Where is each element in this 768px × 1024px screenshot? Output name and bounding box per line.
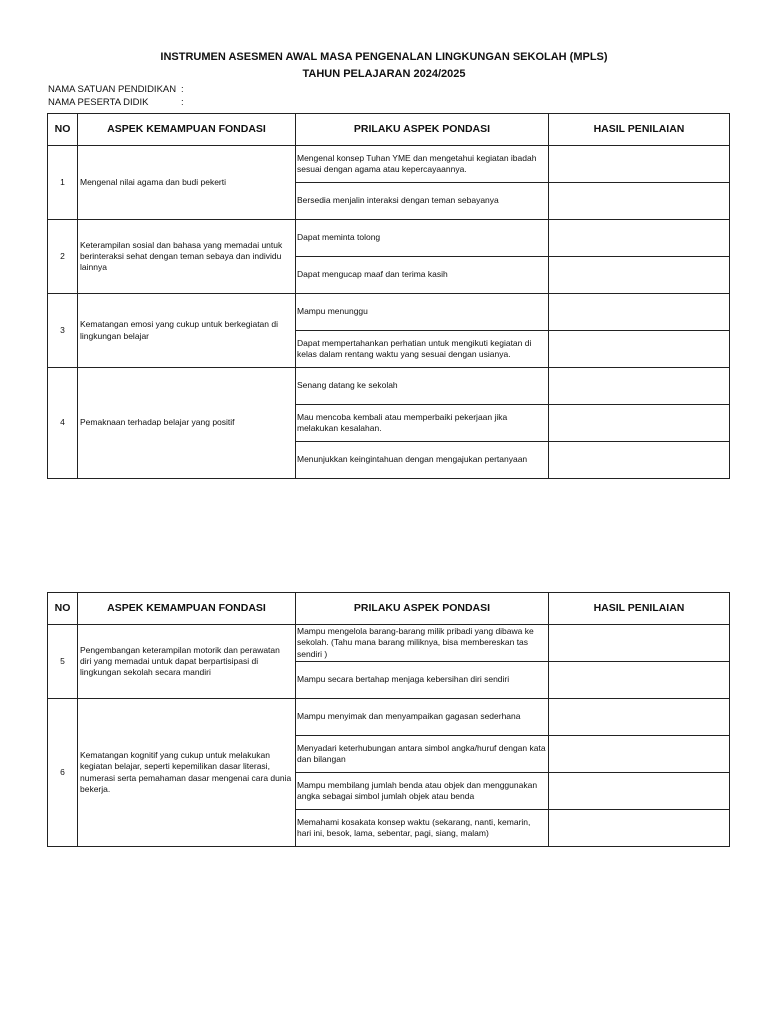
behavior-cell: Mengenal konsep Tuhan YME dan mengetahui kegiatan ibadah sesuai dengan agama atau kepercayaannya. [296, 146, 549, 183]
table-header-row [48, 593, 730, 625]
behavior-cell: Mau mencoba kembali atau memperbaiki pekerjaan jika melakukan kesalahan. [296, 405, 549, 442]
row-number: 4 [48, 368, 78, 479]
assessment-table-2 [47, 592, 730, 847]
result-cell[interactable] [549, 736, 730, 773]
result-cell[interactable] [549, 662, 730, 699]
row-number: 5 [48, 625, 78, 699]
table-row [48, 625, 730, 662]
col-perilaku-header: PRILAKU ASPEK PONDASI [296, 593, 549, 625]
aspect-cell: Mengenal nilai agama dan budi pekerti [78, 146, 296, 220]
table-row [48, 220, 730, 257]
behavior-cell: Dapat mengucap maaf dan terima kasih [296, 257, 549, 294]
result-cell[interactable] [549, 257, 730, 294]
col-no-header: NO [48, 114, 78, 146]
behavior-cell: Bersedia menjalin interaksi dengan teman sebayanya [296, 183, 549, 220]
col-hasil-header: HASIL PENILAIAN [549, 114, 730, 146]
result-cell[interactable] [549, 405, 730, 442]
col-perilaku-header: PRILAKU ASPEK PONDASI [296, 114, 549, 146]
behavior-cell: Mampu mengelola barang-barang milik pribadi yang dibawa ke sekolah. (Tahu mana barang miliknya, bisa membereskan tas sendiri ) [296, 625, 549, 662]
result-cell[interactable] [549, 810, 730, 847]
table-row [48, 368, 730, 405]
row-number: 1 [48, 146, 78, 220]
academic-year-title: TAHUN PELAJARAN 2024/2025 [302, 68, 466, 80]
behavior-cell: Mampu menunggu [296, 294, 549, 331]
table-row [48, 699, 730, 736]
aspect-cell: Kematangan emosi yang cukup untuk berkegiatan di lingkungan belajar [78, 294, 296, 368]
col-aspek-header: ASPEK KEMAMPUAN FONDASI [78, 593, 296, 625]
result-cell[interactable] [549, 146, 730, 183]
student-name-field [48, 97, 184, 108]
school-name-colon: : [181, 84, 184, 95]
result-cell[interactable] [549, 183, 730, 220]
row-number: 6 [48, 699, 78, 847]
behavior-cell: Dapat mempertahankan perhatian untuk mengikuti kegiatan di kelas dalam rentang waktu yang sesuai dengan usianya. [296, 331, 549, 368]
col-aspek-header: ASPEK KEMAMPUAN FONDASI [78, 114, 296, 146]
col-hasil-header: HASIL PENILAIAN [549, 593, 730, 625]
table-body [48, 625, 730, 847]
behavior-cell: Mampu membilang jumlah benda atau objek dan menggunakan angka sebagai simbol jumlah objek atau benda [296, 773, 549, 810]
result-cell[interactable] [549, 699, 730, 736]
table-row [48, 146, 730, 183]
result-cell[interactable] [549, 625, 730, 662]
school-name-field [48, 84, 184, 95]
behavior-cell: Mampu secara bertahap menjaga kebersihan diri sendiri [296, 662, 549, 699]
row-number: 2 [48, 220, 78, 294]
behavior-cell: Senang datang ke sekolah [296, 368, 549, 405]
behavior-cell: Menyadari keterhubungan antara simbol angka/huruf dengan kata dan bilangan [296, 736, 549, 773]
result-cell[interactable] [549, 294, 730, 331]
behavior-cell: Dapat meminta tolong [296, 220, 549, 257]
result-cell[interactable] [549, 220, 730, 257]
table-header-row [48, 114, 730, 146]
result-cell[interactable] [549, 331, 730, 368]
student-name-colon: : [181, 97, 184, 108]
aspect-cell: Keterampilan sosial dan bahasa yang memadai untuk berinteraksi sehat dengan teman sebaya dan individu lainnya [78, 220, 296, 294]
aspect-cell: Pengembangan keterampilan motorik dan perawatan diri yang memadai untuk dapat berpartisipasi di lingkungan sekolah secara mandiri [78, 625, 296, 699]
result-cell[interactable] [549, 442, 730, 479]
school-name-label: NAMA SATUAN PENDIDIKAN [48, 84, 177, 95]
assessment-table-1 [47, 113, 730, 479]
result-cell[interactable] [549, 773, 730, 810]
behavior-cell: Mampu menyimak dan menyampaikan gagasan sederhana [296, 699, 549, 736]
result-cell[interactable] [549, 368, 730, 405]
col-no-header: NO [48, 593, 78, 625]
student-name-label: NAMA PESERTA DIDIK [48, 97, 149, 108]
table-row [48, 294, 730, 331]
table-body [48, 146, 730, 479]
aspect-cell: Kematangan kognitif yang cukup untuk melakukan kegiatan belajar, seperti kepemilikan dasar literasi, numerasi serta pemahaman dasar mengenai cara dunia bekerja. [78, 699, 296, 847]
aspect-cell: Pemaknaan terhadap belajar yang positif [78, 368, 296, 479]
behavior-cell: Menunjukkan keingintahuan dengan mengajukan pertanyaan [296, 442, 549, 479]
row-number: 3 [48, 294, 78, 368]
document-title: INSTRUMEN ASESMEN AWAL MASA PENGENALAN LINGKUNGAN SEKOLAH (MPLS) [160, 51, 608, 63]
behavior-cell: Memahami kosakata konsep waktu (sekarang, nanti, kemarin, hari ini, besok, lama, sebentar, pagi, siang, malam) [296, 810, 549, 847]
